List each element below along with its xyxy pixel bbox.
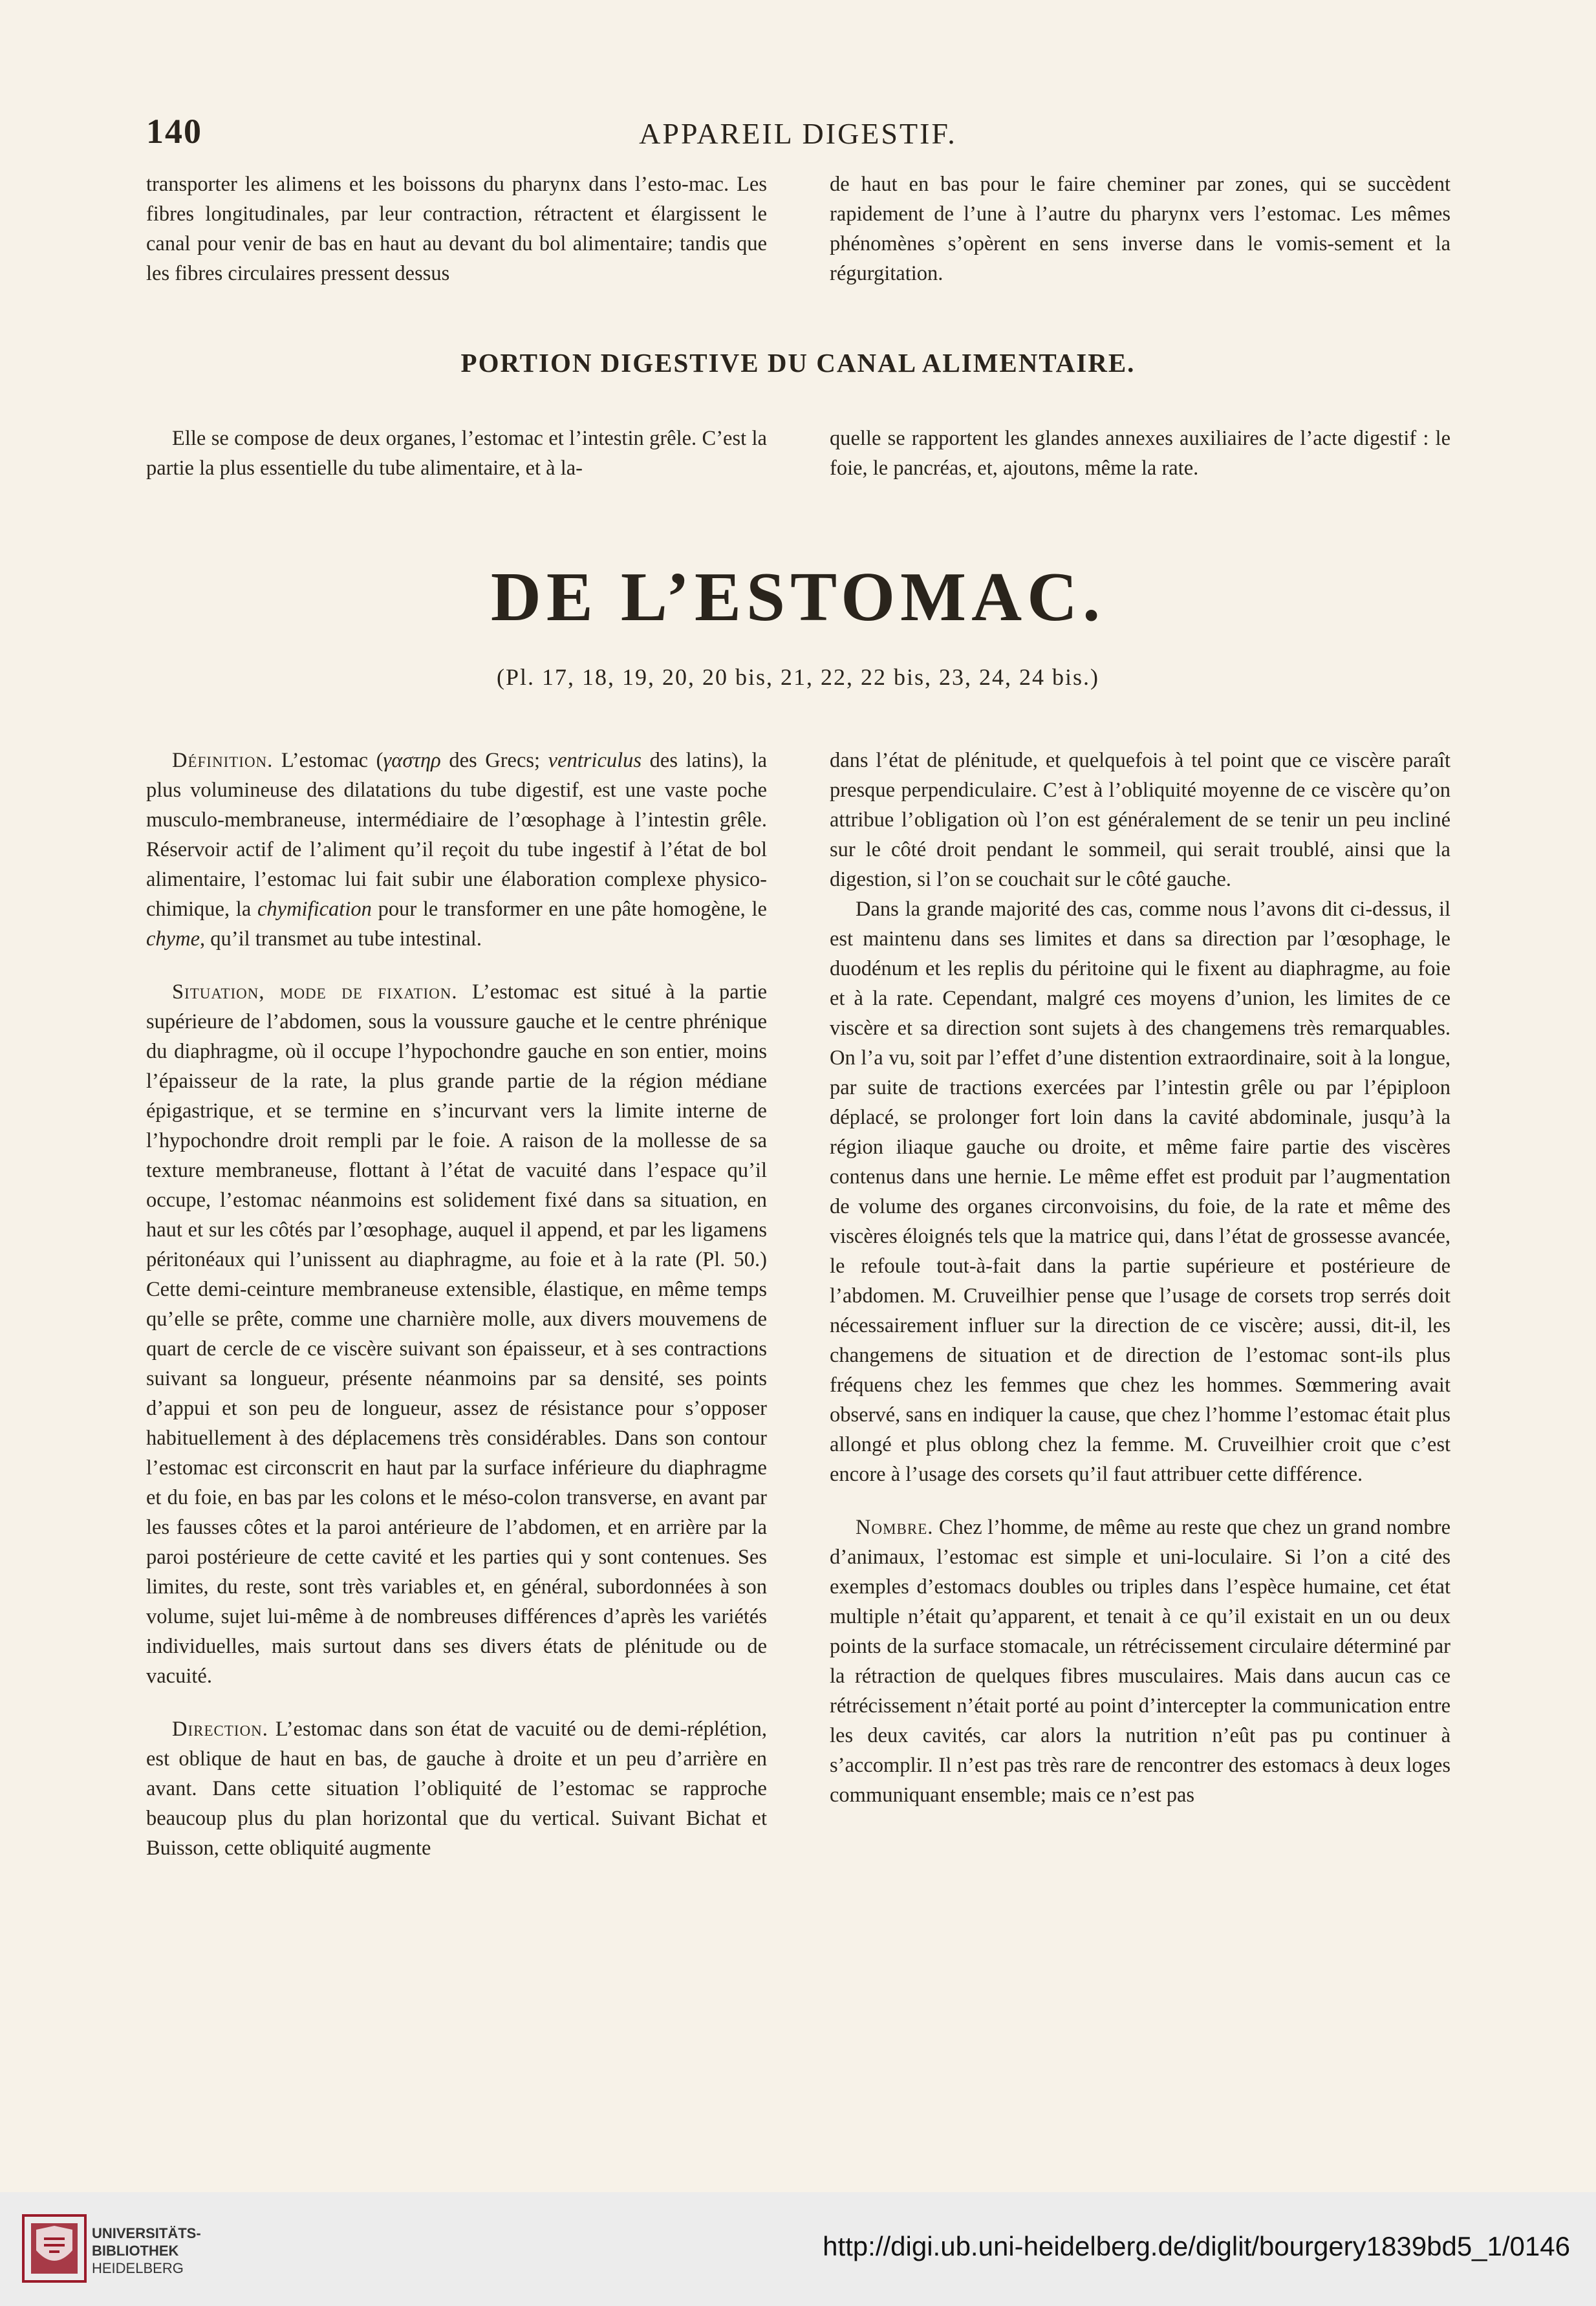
lead-direction: Direction. (172, 1718, 268, 1741)
lead-nombre: Nombre. (856, 1516, 934, 1539)
text-span: L’estomac ( (273, 749, 383, 772)
text-span: pour le transformer en une pâte homogène, le (371, 898, 767, 921)
text-span: Chez l’homme, de même au reste que chez un grand nombre d’animaux, l’estomac est simple et uni-loculaire. Si l’on a cité des exemples d’estomacs doubles ou triples dans l’espèce humaine, cet état multiple n’était qu’apparent, et tenait à ce qu’il existait en un ou deux points de la surface stomacale, un rétrécissement circulaire déterminé par la rétraction de quelques fibres musculaires. Mais dans aucun cas ce rétrécissement n’était porté au point d’intercepter la communication entre les deux cavités, car alors la nutrition n’eût pas pu continuer à s’accomplir. Il n’est pas très rare de rencontrer des estomacs à deux loges communiquant ensemble; mais ce n’est pas (830, 1516, 1450, 1807)
lead-definition: Définition. (172, 749, 274, 772)
paragraph-definition (146, 746, 767, 954)
term-chyme: chyme (146, 927, 200, 951)
paragraph-nombre (830, 1513, 1450, 1810)
intro-left-paragraph: transporter les alimens et les boissons du pharynx dans l’esto-mac. Les fibres longitudinales, par leur contraction, rétractent et élargissent le canal pour venir de bas en haut au devant du bol alimentaire; tandis que les fibres circulaires pressent dessus (146, 173, 767, 285)
section-right-paragraph: quelle se rapportent les glandes annexes auxiliaires de l’acte digestif : le foie, le pancréas, et, ajoutons, même la rate. (830, 427, 1450, 480)
intro-right-paragraph: de haut en bas pour le faire cheminer par zones, qui se succèdent rapidement de l’une à l’autre du pharynx vers l’estomac. Les mêmes phénomènes s’opèrent en sens inverse dans le vomis-sement et la régurgitation. (830, 173, 1450, 285)
university-seal-icon (18, 2210, 91, 2287)
page-number: 140 (146, 112, 202, 151)
text-span: L’estomac est situé à la partie supérieure de l’abdomen, sous la voussure gauche et le centre phrénique du diaphragme, où il occupe l’hypochondre gauche en son entier, moins l’épaisseur de la rate, la plus grande partie de la région médiane épigastrique, et se termine en s’incurvant vers la limite interne de l’hypochondre droit rempli par le foie. A raison de la mollesse de sa texture membraneuse, flottant à l’état de vacuité dans l’espace qu’il occupe, l’estomac néanmoins est solidement fixé dans sa situation, en haut et sur les côtés par l’œsophage, auquel il append, et par les ligamens péritonéaux qui l’unissent au diaphragme, au foie et à la rate (Pl. 50.) Cette demi-ceinture membraneuse extensible, élastique, en même temps qu’elle se prête, comme une charnière molle, aux divers mouvemens de quart de cercle de ce viscère suivant son épaisseur, et à ses contractions suivant sa longueur, présente néanmoins par sa densité, ses points d’appui et son peu de longueur, assez de résistance pour s’opposer habituellement à des déplacemens très considérables. Dans son contour l’estomac est circonscrit en haut par la surface inférieure du diaphragme et du foie, en bas par les colons et le méso-colon transverse, en avant par les fausses côtes et la paroi antérieure de l’abdomen, et en arrière par la paroi postérieure de cette cavité et les parties qui y sont contenues. Ses limites, du reste, sont très variables et, en général, subordonnées à son volume, sujet lui-même à de nombreuses différences d’après les variétés individuelles, mais surtout dans ses divers états de plénitude ou de vacuité. (146, 980, 767, 1688)
section-left-paragraph: Elle se compose de deux organes, l’estomac et l’intestin grêle. C’est la partie la plus essentielle du tube alimentaire, et à la- (146, 427, 767, 480)
main-left-column (146, 746, 767, 1863)
text-span: des Grecs; (440, 749, 548, 772)
paragraph-situation (146, 977, 767, 1691)
section-left-column (146, 424, 767, 483)
chapter-title: DE L’ESTOMAC. (490, 559, 1106, 636)
library-footer-bar (0, 2192, 1596, 2306)
paragraph-plenitude: dans l’état de plénitude, et quelquefois à tel point que ce viscère paraît presque perpendiculaire. C’est à l’obliquité moyenne de ce viscère qu’on attribue l’obligation où l’on est généralement de se tenir un peu incliné sur le côté droit pendant le sommeil, qui serait troublé, ainsi que la digestion, si l’on se couchait sur le côté gauche. (830, 749, 1450, 891)
text-span: des latins), la plus volumineuse des dilatations du tube digestif, est une vaste poche musculo-membraneuse, intermédiaire de l’œsophage à l’intestin grêle. Réservoir actif de l’aliment qu’il reçoit du tube ingestif à l’état de bol alimentaire, l’estomac lui fait subir une élaboration complexe physico-chimique, la (146, 749, 767, 921)
logo-line-3: HEIDELBERG (92, 2260, 184, 2276)
section-title: PORTION DIGESTIVE DU CANAL ALIMENTAIRE. (460, 348, 1136, 378)
section-right-column (830, 424, 1450, 483)
paragraph-direction (146, 1714, 767, 1863)
intro-left-column (146, 169, 767, 288)
running-title: APPAREIL DIGESTIF. (639, 117, 957, 150)
logo-line-2: BIBLIOTHEK (92, 2243, 179, 2259)
latin-term: ventriculus (548, 749, 642, 772)
greek-term: γαστηρ (383, 749, 441, 772)
main-right-column (830, 746, 1450, 1810)
paragraph-limites: Dans la grande majorité des cas, comme nous l’avons dit ci-dessus, il est maintenu dans ses limites et dans sa direction par l’œsophage, le duodénum et les replis du péritoine qui le fixent au diaphragme, au foie et à la rate. Cependant, malgré ces moyens d’union, les limites de ce viscère et sa direction sont sujets à des changemens très remarquables. On l’a vu, soit par l’effet d’une distention extraordinaire, soit à la longue, par suite de tractions exercées par l’intestin grêle ou par l’épiploon déplacé, se prolonger fort loin dans la cavité abdominale, jusqu’à la région iliaque gauche ou droite, et même faire partie des viscères contenus dans une hernie. Le même effet est produit par l’augmentation de volume des organes circonvoisins, du foie, de la rate et même des viscères éloignés tels que la matrice qui, dans l’état de grossesse avancée, le refoule tout-à-fait dans la partie supérieure et postérieure de l’abdomen. M. Cruveilhier pense que l’usage de corsets trop serrés doit nécessairement influer sur la direction de ce viscère; aussi, dit-il, les changemens de situation et de direction de l’estomac sont-ils plus fréquens chez les femmes que chez les hommes. Sœmmering avait observé, sans en indiquer la cause, que chez l’homme l’estomac était plus allongé et plus oblong chez la femme. M. Cruveilhier croit que c’est encore à l’usage des corsets qu’il faut attribuer cette différence. (830, 898, 1450, 1486)
text-span: L’estomac dans son état de vacuité ou de demi-réplétion, est oblique de haut en bas, de gauche à droite et un peu d’arrière en avant. Dans cette situation l’obliquité de l’estomac se rapproche beaucoup plus du plan horizontal que du vertical. Suivant Bichat et Buisson, cette obliquité augmente (146, 1718, 767, 1860)
library-logo-text (92, 2225, 201, 2277)
logo-line-1: UNIVERSITÄTS- (92, 2225, 201, 2241)
text-span: , qu’il transmet au tube intestinal. (200, 927, 482, 951)
lead-situation: Situation, mode de fixation. (172, 980, 458, 1004)
source-url-link[interactable]: http://digi.ub.uni-heidelberg.de/diglit/bourgery1839bd5_1/0146 (823, 2231, 1570, 2261)
intro-right-column (830, 169, 1450, 288)
plates-reference: (Pl. 17, 18, 19, 20, 20 bis, 21, 22, 22 bis, 23, 24, 24 bis.) (496, 664, 1100, 690)
term-chymification: chymification (257, 898, 372, 921)
